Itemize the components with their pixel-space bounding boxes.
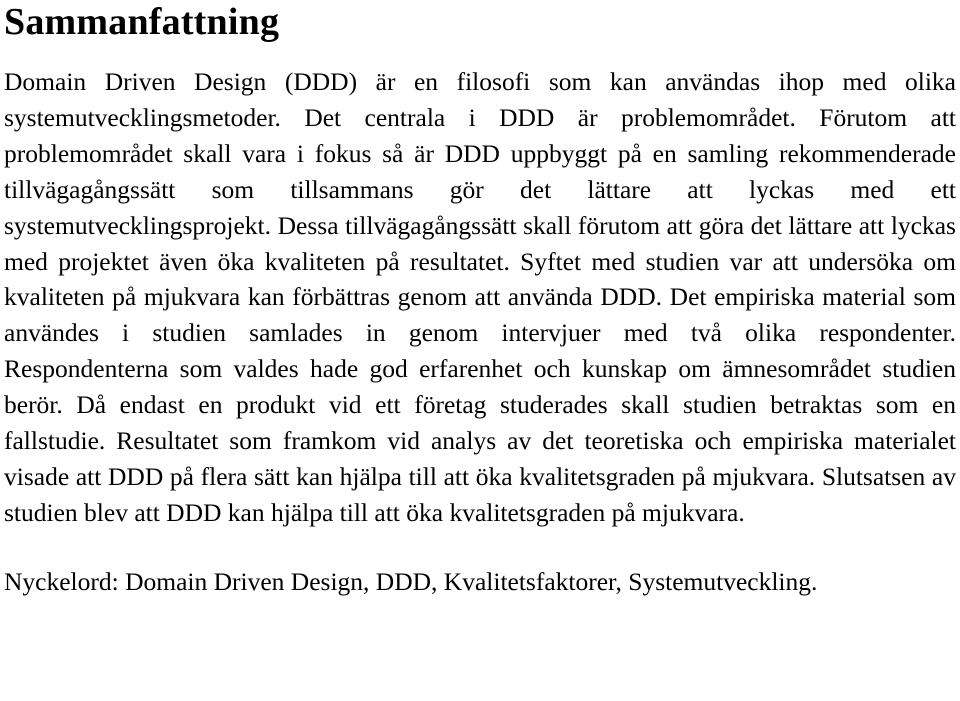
document-page	[4, 0, 956, 600]
keywords-label: Nyckelord:	[4, 566, 119, 596]
keywords-list: Domain Driven Design, DDD, Kvalitetsfaktorer, Systemutveckling.	[125, 566, 818, 596]
page-title: Sammanfattning	[4, 1, 280, 43]
keywords-paragraph	[4, 564, 956, 600]
abstract-paragraph: Domain Driven Design (DDD) är en filosofi som kan användas ihop med olika systemutvecklingsmetoder. Det centrala i DDD är problemområdet. Förutom att problemområdet skall vara i fokus så är DDD uppbyggt på en samling rekommenderade tillvägagångssätt som tillsammans gör det lättare att lyckas med ett systemutvecklingsprojekt. Dessa tillvägagångssätt skall förutom att göra det lättare att lyckas med projektet även öka kvaliteten på resultatet. Syftet med studien var att undersöka om kvaliteten på mjukvara kan förbättras genom att använda DDD. Det empiriska material som användes i studien samlades in genom intervjuer med två olika respondenter. Respondenterna som valdes hade god erfarenhet och kunskap om ämnesområdet studien berör. Då endast en produkt vid ett företag studerades skall studien betraktas som en fallstudie. Resultatet som framkom vid analys av det teoretiska och empiriska materialet visade att DDD på flera sätt kan hjälpa till att öka kvalitetsgraden på mjukvara. Slutsatsen av studien blev att DDD kan hjälpa till att öka kvalitetsgraden på mjukvara.	[4, 67, 956, 527]
